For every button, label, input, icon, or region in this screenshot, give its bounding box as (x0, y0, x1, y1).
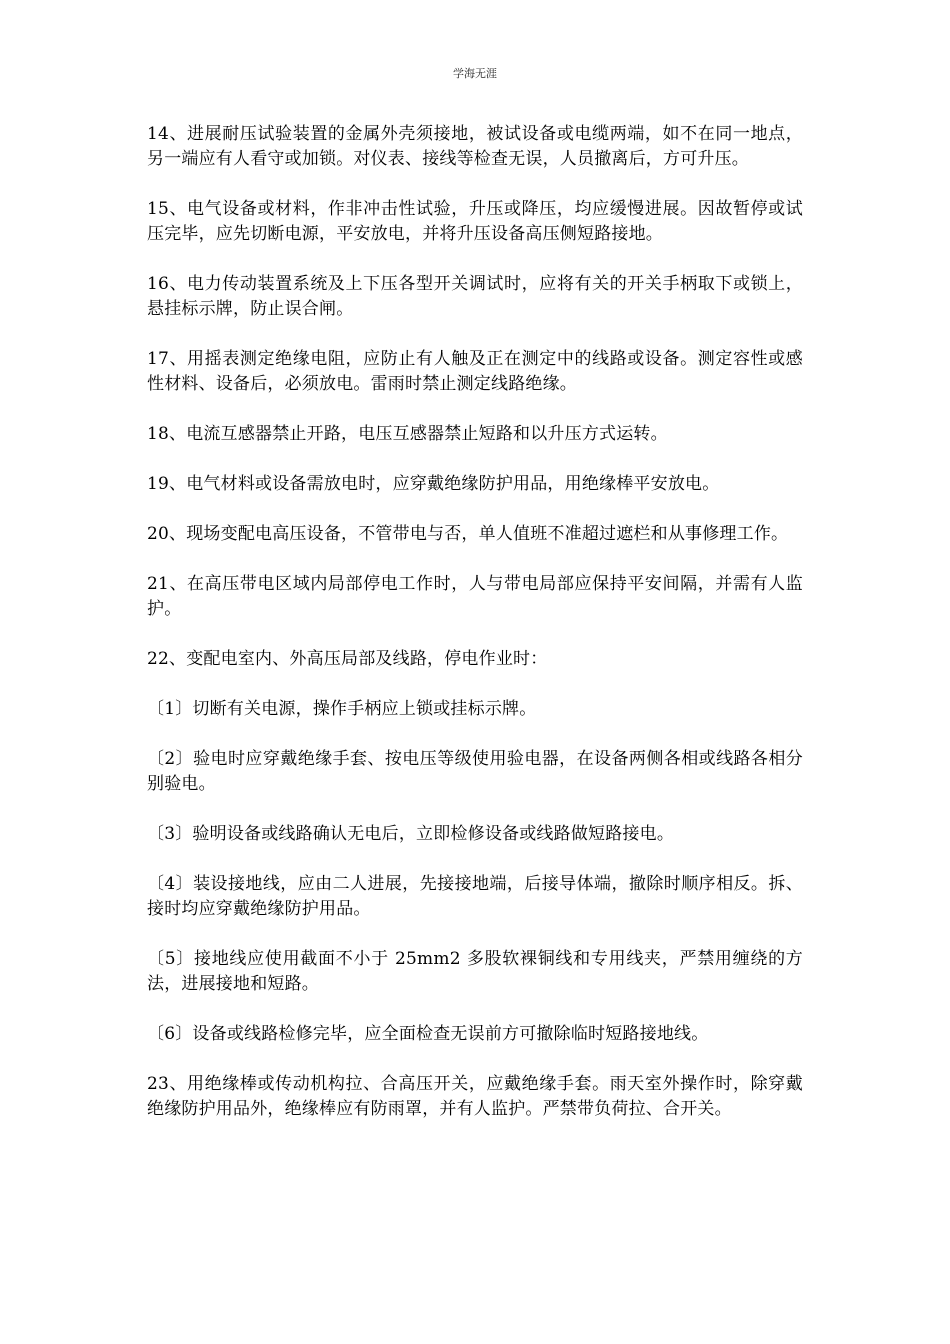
paragraph-22-item-5: 〔5〕接地线应使用截面不小于 25mm2 多股软裸铜线和专用线夹，严禁用缠绕的方法，进展接地和短路。 (147, 949, 803, 994)
paragraph-22-item-3: 〔3〕验明设备或线路确认无电后，立即检修设备或线路做短路接电。 (147, 824, 675, 844)
paragraph-23: 23、用绝缘棒或传动机构拉、合高压开关，应戴绝缘手套。雨天室外操作时，除穿戴绝缘防护用品外，绝缘棒应有防雨罩，并有人监护。严禁带负荷拉、合开关。 (147, 1074, 803, 1119)
paragraph-14: 14、进展耐压试验装置的金属外壳须接地，被试设备或电缆两端，如不在同一地点，另一端应有人看守或加锁。对仪表、接线等检查无误，人员撤离后，方可升压。 (147, 124, 803, 169)
page-header: 学海无涯 (453, 67, 497, 80)
paragraph-19: 19、电气材料或设备需放电时，应穿戴绝缘防护用品，用绝缘棒平安放电。 (147, 474, 720, 494)
paragraph-22-item-2: 〔2〕验电时应穿戴绝缘手套、按电压等级使用验电器，在设备两侧各相或线路各相分别验电。 (147, 749, 803, 794)
paragraph-22: 22、变配电室内、外高压局部及线路，停电作业时： (147, 649, 548, 669)
paragraph-16: 16、电力传动装置系统及上下压各型开关调试时，应将有关的开关手柄取下或锁上，悬挂标示牌，防止误合闸。 (147, 274, 803, 319)
paragraph-20: 20、现场变配电高压设备，不管带电与否，单人值班不准超过遮栏和从事修理工作。 (147, 524, 789, 544)
paragraph-21: 21、在高压带电区域内局部停电工作时，人与带电局部应保持平安间隔，并需有人监护。 (147, 574, 803, 619)
paragraph-22-item-4: 〔4〕装设接地线，应由二人进展，先接接地端，后接导体端，撤除时顺序相反。拆、接时均应穿戴绝缘防护用品。 (147, 874, 803, 919)
paragraph-17: 17、用摇表测定绝缘电阻，应防止有人触及正在测定中的线路或设备。测定容性或感性材料、设备后，必须放电。雷雨时禁止测定线路绝缘。 (147, 349, 803, 394)
paragraph-18: 18、电流互感器禁止开路，电压互感器禁止短路和以升压方式运转。 (147, 424, 668, 444)
paragraph-22-item-6: 〔6〕设备或线路检修完毕，应全面检查无误前方可撤除临时短路接地线。 (147, 1024, 709, 1044)
document-body (147, 122, 803, 1147)
paragraph-15: 15、电气设备或材料，作非冲击性试验，升压或降压，均应缓慢进展。因故暂停或试压完毕，应先切断电源，平安放电，并将升压设备高压侧短路接地。 (147, 199, 803, 244)
paragraph-22-item-1: 〔1〕切断有关电源，操作手柄应上锁或挂标示牌。 (147, 699, 537, 719)
